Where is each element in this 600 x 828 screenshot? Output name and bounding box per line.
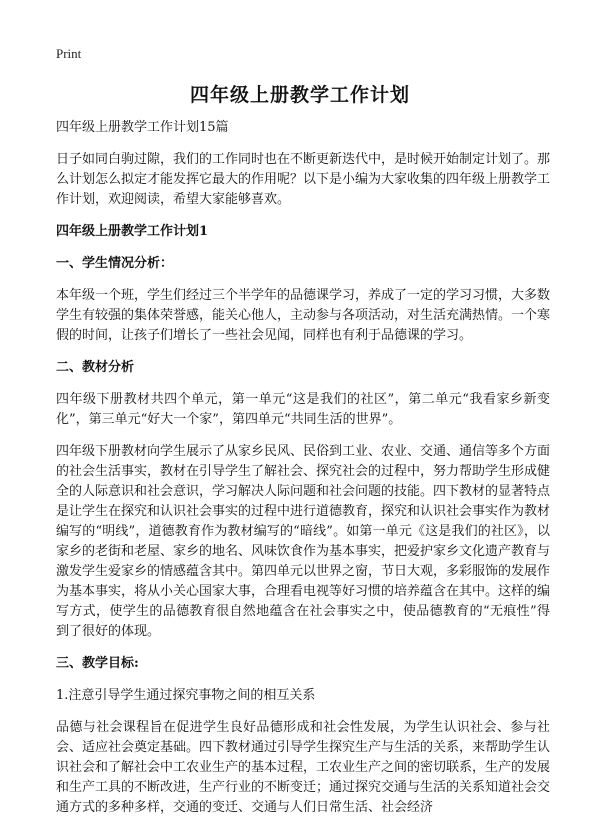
section-2-heading: 二、教材分析	[56, 360, 135, 375]
document-title: 四年级上册教学工作计划	[189, 84, 410, 106]
section-2-paragraph-1: 四年级下册教材共四个单元，第一单元“这是我们的社区”，第二单元“我看家乡新变化”，第三单元“好大一个家”，第四单元“共同生活的世界”。	[56, 392, 550, 427]
document-body	[56, 118, 550, 828]
section-3-heading: 三、教学目标:	[56, 656, 139, 671]
document-subtitle: 四年级上册教学工作计划15篇	[56, 120, 229, 135]
section-3-paragraph: 品德与社会课程旨在促进学生良好品德形成和社会性发展，为学生认识社会、参与社会、适应社会奠定基础。四下教材通过引导学生探究生产与生活的关系，来帮助学生认识社会和了解社会中工农业生产的基本过程，工农业生产之间的密切联系，生产的发展和生产工具的不断改进，生产行业的不断变迁；通过探究交通与生活的关系知道社会交通方式的多种多样，交通的变迁、交通与人们日常生活、社会经济	[56, 720, 551, 815]
print-link[interactable]: Print	[56, 46, 82, 61]
intro-paragraph: 日子如同白驹过隙，我们的工作同时也在不断更新迭代中，是时候开始制定计划了。那么计划怎么拟定才能发挥它最大的作用呢？以下是小编为大家收集的四年级上册教学工作计划，欢迎阅读，希望大家能够喜欢。	[56, 152, 551, 207]
plan-1-title: 四年级上册教学工作计划1	[56, 224, 209, 239]
section-3-item-1: 1.注意引导学生通过探究事物之间的相互关系	[56, 688, 316, 703]
section-1-paragraph: 本年级一个班，学生们经过三个半学年的品德课学习，养成了一定的学习习惯，大多数学生有较强的集体荣誉感，能关心他人，主动参与各项活动，对生活充满热情。一个寒假的时间，让孩子们增长了一些社会见闻，同样也有利于品德课的学习。	[56, 288, 551, 343]
section-2-paragraph-2: 四年级下册教材向学生展示了从家乡民风、民俗到工业、农业、交通、通信等多个方面的社会生活事实，教材在引导学生了解社会、探究社会的过程中，努力帮助学生形成健全的人际意识和社会意识，学习解决人际问题和社会问题的技能。四下教材的显著特点是让学生在探究和认识社会事实的过程中进行道德教育，探究和认识社会事实作为教材编写的“明线”，道德教育作为教材编写的“暗线”。如第一单元《这是我们的社区》，以家乡的老街和老屋、家乡的地名、风味饮食作为基本事实，把爱护家乡文化遗产教育与激发学生爱家乡的情感蕴含其中。第四单元以世界之窗，节日大观，多彩服饰的发展作为基本事实，将从小关心国家大事，合理看电视等好习惯的培养蕴含在其中。这样的编写方式，使学生的品德教育很自然地蕴含在社会事实之中，使品德教育的“无痕性”得到了很好的体现。	[56, 444, 551, 639]
section-1-heading: 一、学生情况分析：	[56, 256, 174, 271]
